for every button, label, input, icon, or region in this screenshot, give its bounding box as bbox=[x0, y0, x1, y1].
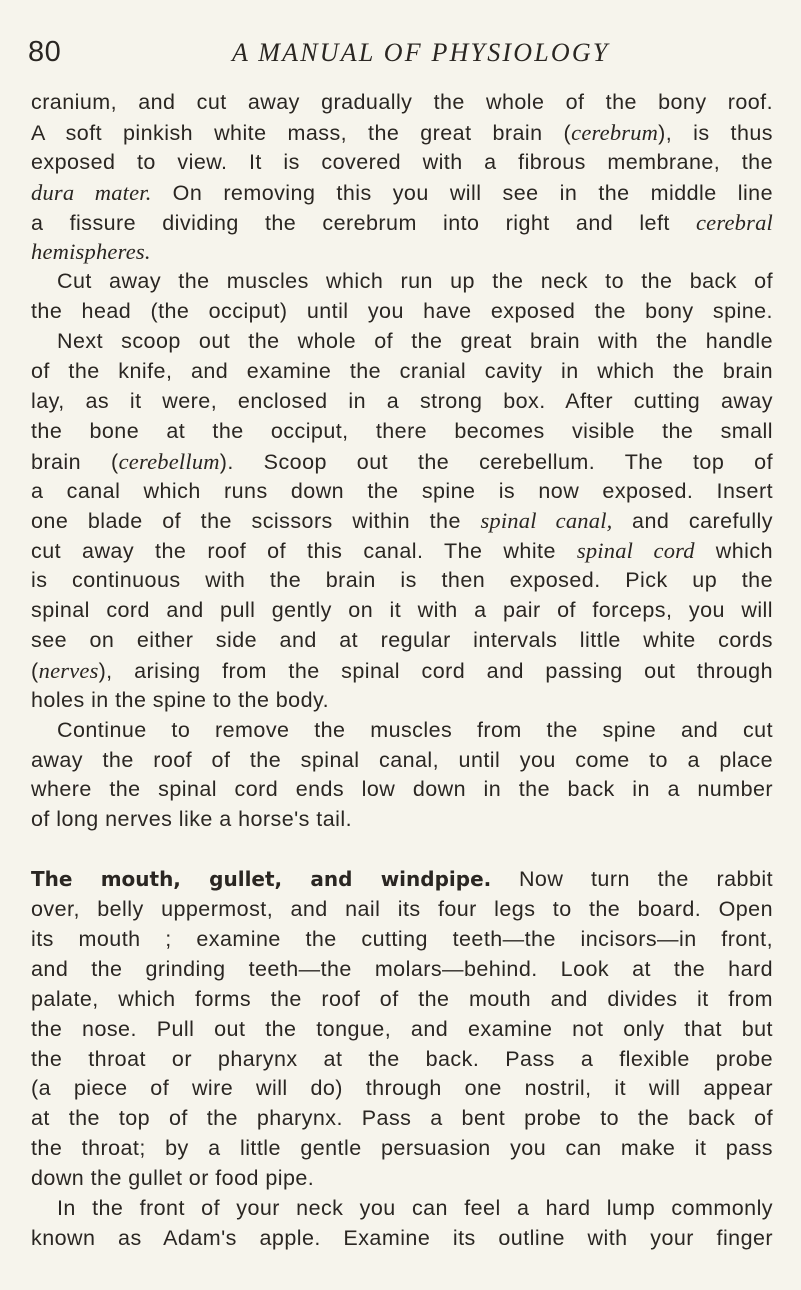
text-line: the nose. Pull out the tongue, and examine not only that but bbox=[31, 1016, 773, 1041]
text-line: is continuous with the brain is then exposed. Pick up the bbox=[31, 568, 773, 593]
text-line: where the spinal cord ends low down in the back in a number bbox=[31, 777, 773, 802]
term-nerves: nerves bbox=[38, 657, 99, 683]
text-line: a canal which runs down the spine is now exposed. Insert bbox=[31, 478, 773, 503]
text-line: In the front of your neck you can feel a hard lump commonly bbox=[57, 1195, 773, 1220]
text-line: lay, as it were, enclosed in a strong box. After cutting away bbox=[31, 388, 773, 413]
text-line: a fissure dividing the cerebrum into right and left cerebral bbox=[31, 209, 773, 235]
text-line: the throat or pharynx at the back. Pass a flexible probe bbox=[31, 1046, 773, 1071]
section-gap bbox=[31, 835, 773, 865]
term-spinal-canal: spinal canal, bbox=[480, 508, 613, 534]
term-cerebral: cerebral bbox=[696, 209, 773, 235]
text-line: known as Adam's apple. Examine its outline with your finger bbox=[31, 1225, 773, 1250]
text-line: (a piece of wire will do) through one nostril, it will appear bbox=[31, 1076, 773, 1101]
text-line: Continue to remove the muscles from the spine and cut bbox=[57, 717, 773, 742]
text-line: brain (cerebellum). Scoop out the cerebellum. The top of bbox=[31, 448, 773, 474]
section-heading: The mouth, gullet, and windpipe. bbox=[31, 867, 492, 892]
text-line: at the top of the pharynx. Pass a bent probe to the back of bbox=[31, 1106, 773, 1131]
text-line: one blade of the scissors within the spinal canal, and carefully bbox=[31, 508, 773, 534]
text-line: over, belly uppermost, and nail its four legs to the board. Open bbox=[31, 897, 773, 922]
running-head: A MANUAL OF PHYSIOLOGY bbox=[232, 38, 610, 67]
text-line: its mouth ; examine the cutting teeth—the incisors—in front, bbox=[31, 926, 773, 951]
text-line: (nerves), arising from the spinal cord and passing out through bbox=[31, 657, 773, 683]
term-dura-mater: dura mater. bbox=[31, 179, 152, 205]
text-line: exposed to view. It is covered with a fibrous membrane, the bbox=[31, 149, 773, 174]
text-line: holes in the spine to the body. bbox=[31, 687, 330, 712]
term-cerebellum: cerebellum bbox=[118, 448, 220, 474]
term-spinal-cord: spinal cord bbox=[576, 538, 695, 564]
text-line: The mouth, gullet, and windpipe. Now turn the rabbit bbox=[31, 867, 773, 892]
text-line: A soft pinkish white mass, the great brain (cerebrum), is thus bbox=[31, 119, 773, 145]
text-line: of the knife, and examine the cranial cavity in which the brain bbox=[31, 359, 773, 384]
text-line: cranium, and cut away gradually the whole of the bony roof. bbox=[31, 90, 773, 114]
text-line: see on either side and at regular intervals little white cords bbox=[31, 628, 773, 653]
page-header bbox=[0, 36, 801, 76]
text-line: the throat; by a little gentle persuasion you can make it pass bbox=[31, 1136, 773, 1161]
text-line: down the gullet or food pipe. bbox=[31, 1166, 315, 1191]
term-cerebrum: cerebrum bbox=[571, 119, 659, 145]
text-line: cut away the roof of this canal. The white spinal cord which bbox=[31, 538, 773, 564]
text-line: and the grinding teeth—the molars—behind. Look at the hard bbox=[31, 956, 773, 981]
page-number: 80 bbox=[28, 36, 62, 68]
text-line: Cut away the muscles which run up the neck to the back of bbox=[57, 269, 773, 294]
text-line: of long nerves like a horse's tail. bbox=[31, 807, 353, 832]
text-line: spinal cord and pull gently on it with a pair of forceps, you will bbox=[31, 598, 773, 623]
text-line: Next scoop out the whole of the great brain with the handle bbox=[57, 329, 773, 354]
text-line: dura mater. On removing this you will see in the middle line bbox=[31, 179, 773, 205]
term-hemispheres: hemispheres. bbox=[31, 239, 151, 265]
body-text bbox=[31, 88, 773, 1254]
text-line: the bone at the occiput, there becomes visible the small bbox=[31, 418, 773, 443]
text-line bbox=[31, 237, 773, 267]
text-line: away the roof of the spinal canal, until you come to a place bbox=[31, 747, 773, 772]
text-line: the head (the occiput) until you have exposed the bony spine. bbox=[31, 299, 773, 324]
text-line: palate, which forms the roof of the mouth and divides it from bbox=[31, 986, 773, 1011]
